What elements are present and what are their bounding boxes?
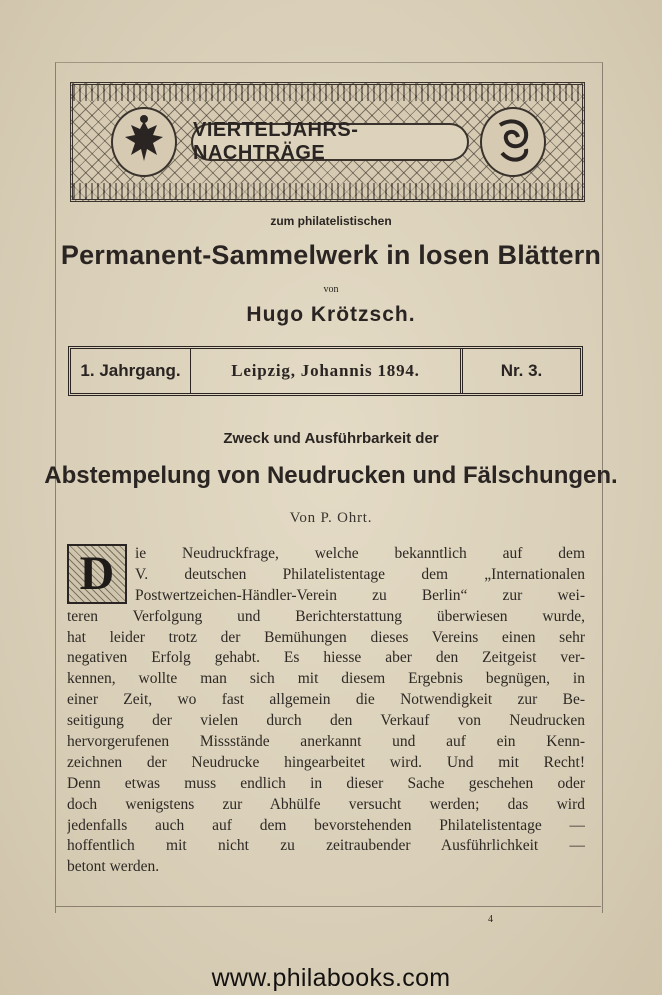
drop-cap (67, 544, 127, 604)
article-byline: Von P. Ohrt. (289, 510, 373, 526)
body-line: ie Neudruckfrage, welche bekanntlich auf dem (135, 545, 585, 562)
jahrgang-cell: 1. Jahrgang. (71, 349, 191, 393)
eagle-emblem-icon (111, 107, 177, 177)
body-line: doch wenigstens zur Abhülfe versucht werden; das wird (67, 795, 585, 813)
von-label: von (323, 284, 339, 295)
issue-number-cell: Nr. 3. (500, 361, 543, 380)
body-line: hervorgerufenen Missstände anerkannt und auf ein Kenn- (67, 733, 585, 751)
monogram-emblem-icon (480, 107, 546, 177)
banner-ornament-top (73, 85, 582, 101)
drop-cap-letter: D (79, 547, 115, 600)
banner-ornament-bottom (73, 183, 582, 199)
page-number: 4 (488, 914, 493, 925)
author-name: Hugo Krötzsch. (246, 303, 416, 326)
publication-title: Permanent-Sammelwerk in losen Blättern (60, 240, 602, 270)
watermark-url: www.philabooks.com (211, 964, 451, 992)
article-subheading: Zweck und Ausführbarkeit der (223, 430, 439, 447)
body-line: teren Verfolgung und Berichterstattung überwiesen wurde, (67, 607, 585, 625)
body-line: Denn etwas muss endlich in dieser Sache geschehen oder (67, 774, 585, 792)
body-line: Postwertzeichen-Händler-Verein zu Berlin“ zur wei- (135, 586, 585, 604)
body-line: kennen, wollte man sich mit diesem Ergebnis begnügen, in (67, 670, 585, 688)
body-line: seitigung der vielen durch den Verkauf von Neudrucken (67, 712, 585, 730)
place-date-cell: Leipzig, Johannis 1894. (191, 349, 463, 393)
bottom-rule (56, 906, 601, 907)
body-line: jedenfalls auch auf dem bevorstehenden Philatelistentage — (67, 816, 585, 834)
body-line: betont werden. (67, 858, 160, 876)
article-heading: Abstempelung von Neudrucken und Fälschungen. (44, 462, 618, 489)
body-line: hoffentlich mit nicht zu zeitraubender Ausführlichkeit — (67, 837, 585, 855)
article-body (67, 544, 585, 878)
body-line: negativen Erfolg gehabt. Es hiesse aber den Zeitgeist ver- (67, 649, 585, 667)
subtitle: zum philatelistischen (270, 214, 392, 228)
header-banner (70, 82, 585, 202)
body-line: zeichnen der Neudrucke hingearbeitet wird. Und mit Recht! (67, 753, 585, 771)
banner-title: VIERTELJAHRS-NACHTRÄGE (191, 123, 469, 161)
body-line: einer Zeit, wo fast allgemein die Notwendigkeit zur Be- (67, 691, 585, 709)
issue-info-box (68, 346, 583, 396)
body-line: hat leider trotz der Bemühungen dieses Vereins einen sehr (67, 628, 585, 646)
body-line: V. deutschen Philatelistentage dem „Internationalen (135, 565, 585, 583)
